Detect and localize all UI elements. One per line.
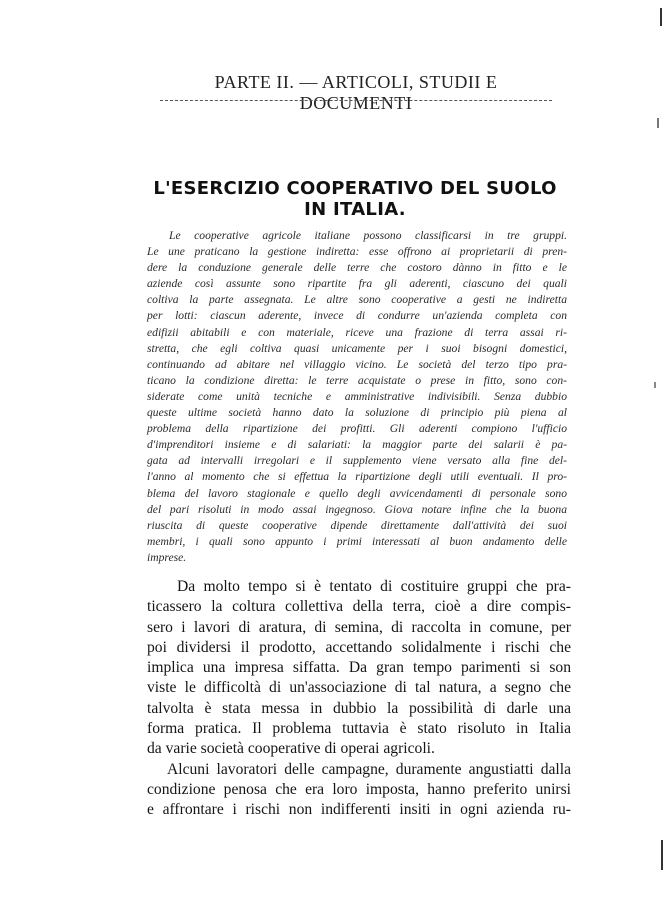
abstract-line: membri, i quali sono appunto i primi interessati al buon andamento delle xyxy=(147,534,567,548)
abstract-line: problema della ripartizione dei profitti. Gli aderenti compiono l'ufficio xyxy=(147,422,567,436)
scan-edge-mark xyxy=(661,840,663,870)
body-line: Alcuni lavoratori delle campagne, duramente angustiatti dalla xyxy=(167,760,571,778)
article-abstract xyxy=(147,228,567,566)
abstract-line: imprese. xyxy=(147,550,187,564)
body-line: talvolta è stata messa in dubbio la possibilità di darle una xyxy=(147,699,571,717)
article-title: L'ESERCIZIO COOPERATIVO DEL SUOLO IN ITALIA. xyxy=(153,178,557,220)
abstract-line: dere la conduzione generale delle terre che costoro dànno in fitto e le xyxy=(147,261,567,275)
header-rule xyxy=(160,100,552,101)
article-body xyxy=(147,577,571,821)
body-line: da varie società cooperative di operai agricoli. xyxy=(147,740,435,758)
abstract-line: aziende così assunte sono ripartite fra gli aderenti, ciascuno dei quali xyxy=(147,277,567,291)
abstract-line: edifizii abitabili e con materiale, riceve una frazione di terra assai ri- xyxy=(147,325,567,339)
abstract-line: del pari risoluti in modo assai ingegnoso. Giova notare infine che la buona xyxy=(147,502,567,516)
abstract-line: siderate come unità tecniche e amministrative indivisibili. Senza dubbio xyxy=(147,389,567,403)
body-line: forma pratica. Il problema tuttavia è stato risoluto in Italia xyxy=(147,720,571,738)
scan-edge-mark xyxy=(660,8,662,26)
abstract-line: riuscita di queste cooperative dipende direttamente dall'attività dei suoi xyxy=(147,518,567,532)
scan-edge-mark xyxy=(654,382,656,388)
abstract-line: gata ad intervalli irregolari e il supplemento viene versato alla fine del- xyxy=(147,454,567,468)
body-line: sero i lavori di aratura, di semina, di raccolta in comune, per xyxy=(147,618,571,636)
abstract-line: Le cooperative agricole italiane possono classificarsi in tre gruppi. xyxy=(169,229,567,242)
abstract-line: queste ultime società hanno dato la soluzione di principio più piena al xyxy=(147,406,567,420)
abstract-line: stretta, che egli coltiva quasi unicamente per i suoi bisogni domestici, xyxy=(147,341,567,355)
running-header: PARTE II. — ARTICOLI, STUDII E DOCUMENTI xyxy=(214,72,498,113)
body-line: condizione penosa che era loro imposta, hanno preferito unirsi xyxy=(147,780,571,798)
body-line: Da molto tempo si è tentato di costituire gruppi che pra- xyxy=(177,578,571,595)
abstract-line: ticano la condizione diretta: le terre acquistate o prese in fitto, sono con- xyxy=(147,373,567,387)
abstract-line: l'anno al momento che si effettua la ripartizione degli utili eventuali. Il pro- xyxy=(147,470,567,484)
body-line: viste le difficoltà di un'associazione di tal natura, a segno che xyxy=(147,679,571,697)
body-line: e affrontare i rischi non indifferenti insiti in ogni azienda ru- xyxy=(147,801,571,819)
body-line: poi dividersi il prodotto, accettando solidalmente i rischi che xyxy=(147,638,571,656)
abstract-line: per lotti: ciascun aderente, invece di condurre un'azienda completa con xyxy=(147,309,567,323)
abstract-line: continuando ad abitare nel villaggio vicino. Le società del terzo tipo pra- xyxy=(147,357,567,371)
body-line: implica una impresa siffatta. Da gran tempo parimenti si son xyxy=(147,659,571,677)
abstract-line: d'imprenditori insieme e di salariati: la maggior parte dei salarii è pa- xyxy=(147,438,567,452)
abstract-line: coltiva la parte assegnata. Le altre sono cooperative a gesti ne indiretta xyxy=(147,293,567,307)
scan-edge-mark xyxy=(657,118,659,128)
abstract-line: Le une praticano la gestione indiretta: esse offrono ai proprietarii di pren- xyxy=(147,245,567,259)
abstract-line: blema del lavoro stagionale e quello degli avvicendamenti di personale sono xyxy=(147,486,567,500)
body-line: ticassero la coltura collettiva della terra, cioè a dire compis- xyxy=(147,598,571,616)
